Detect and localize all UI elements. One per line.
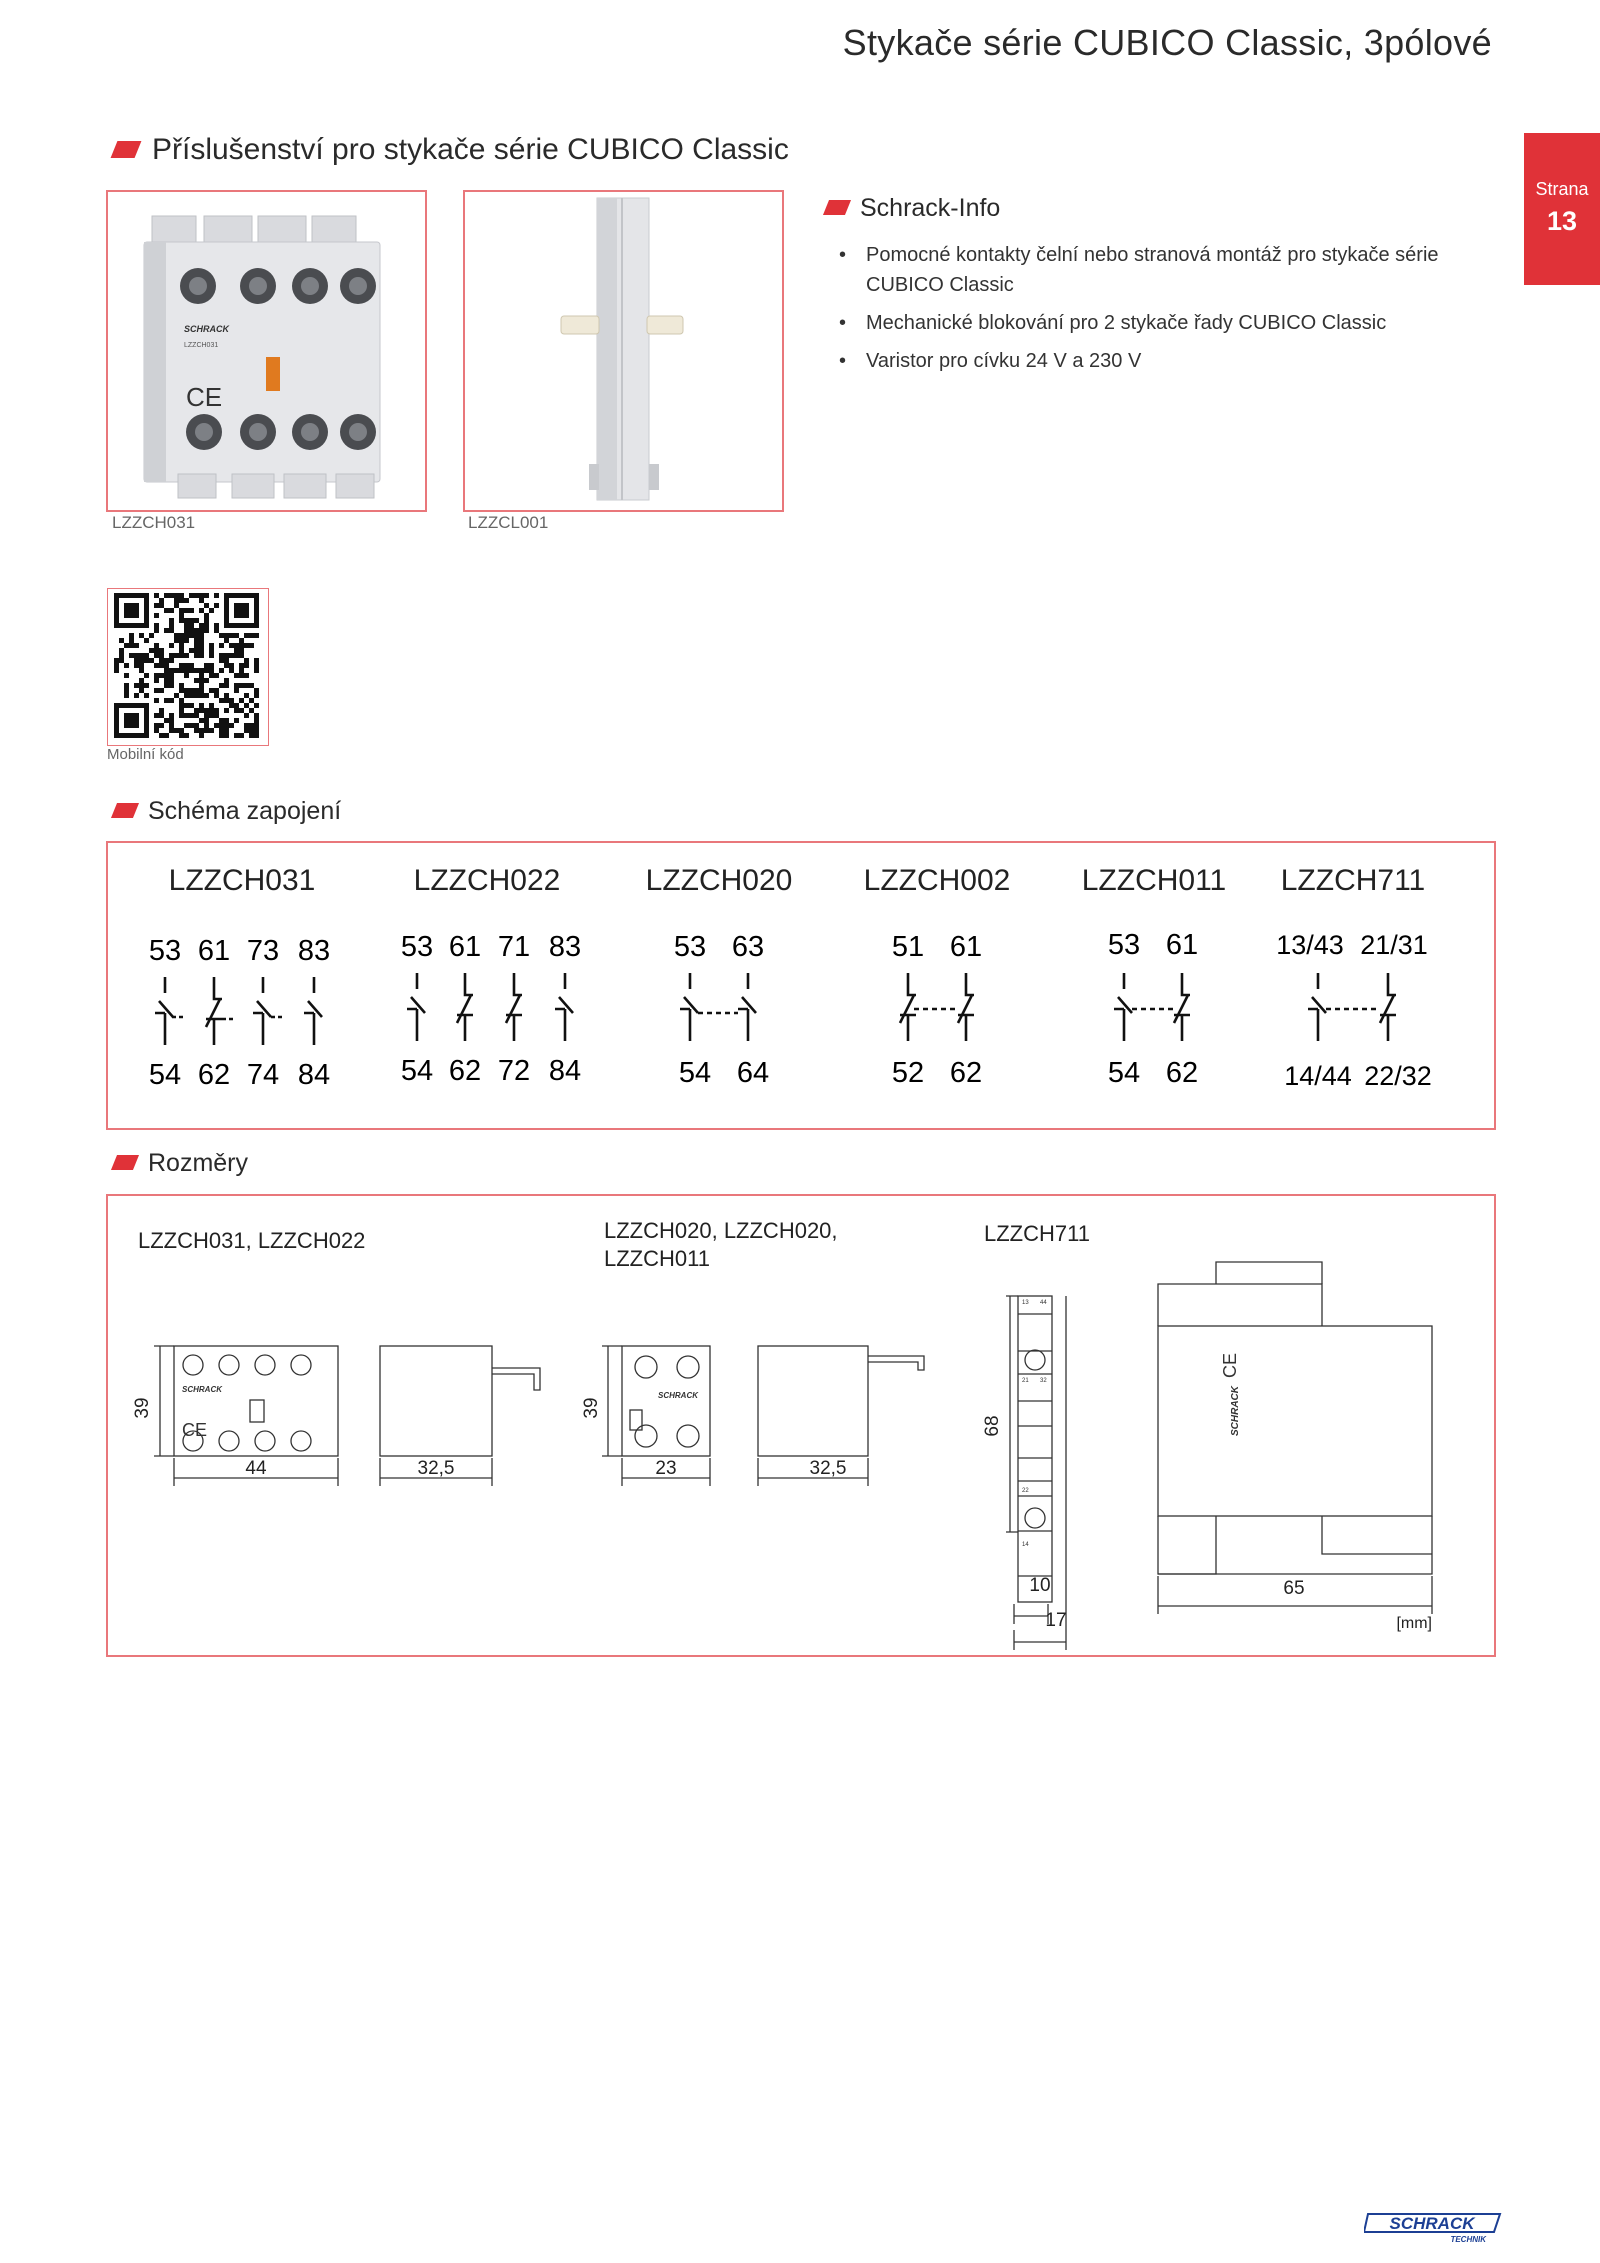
terminal-label: 13 <box>1022 1300 1029 1306</box>
diagram-title: LZZCH022 <box>413 864 561 897</box>
terminal-number: 84 <box>548 1055 582 1087</box>
product-code-lzzch031: LZZCH031 <box>112 513 196 532</box>
dimension-value: 32,5 <box>417 1458 455 1479</box>
qr-caption: Mobilní kód <box>107 746 184 763</box>
auxiliary-contact-block-image <box>108 192 425 510</box>
brand-text: SCHRACK <box>184 324 229 334</box>
dimension-value: 39 <box>581 1397 602 1419</box>
terminal-number: 64 <box>736 1057 770 1089</box>
qr-code-icon <box>108 589 268 745</box>
dimension-group-title: LZZCH031, LZZCH022 <box>138 1228 366 1253</box>
brand-text: SCHRACK <box>658 1391 698 1400</box>
dimension-value: 23 <box>655 1458 677 1479</box>
schrack-info-heading <box>826 194 1000 223</box>
logo-subtext: TECHNIK <box>1450 2235 1486 2244</box>
terminal-number: 51 <box>891 931 925 963</box>
dimension-value: 65 <box>1283 1578 1305 1599</box>
terminal-number: 62 <box>949 1057 983 1089</box>
ce-mark-icon: CE <box>186 382 223 412</box>
diagram-title: LZZCH031 <box>168 864 316 897</box>
dimension-group-title: LZZCH711 <box>984 1221 1090 1246</box>
dimension-value: 68 <box>982 1415 1003 1437</box>
dimension-value: 44 <box>245 1458 267 1479</box>
terminal-number: 83 <box>548 931 582 963</box>
diagram-title: LZZCH020 <box>645 864 793 897</box>
terminal-label: 22 <box>1022 1488 1029 1494</box>
terminal-number: 21/31 <box>1360 930 1428 960</box>
section-marker-icon <box>823 200 851 215</box>
terminal-number: 61 <box>949 931 983 963</box>
ce-mark-icon: CE <box>1220 1352 1240 1378</box>
dimension-value: 39 <box>132 1397 153 1419</box>
terminal-number: 53 <box>1107 929 1141 961</box>
dimensions-box <box>106 1194 1496 1657</box>
terminal-number: 53 <box>673 931 707 963</box>
dimension-drawings <box>108 1196 1494 1655</box>
terminal-label: 32 <box>1040 1378 1047 1384</box>
diagram-title: LZZCH002 <box>863 864 1011 897</box>
schrack-info-heading-text: Schrack-Info <box>860 194 1001 222</box>
terminal-number: 13/43 <box>1276 930 1344 960</box>
accessories-heading-text: Příslušenství pro stykače série CUBICO Classic <box>152 133 789 166</box>
page-tab-label: Strana <box>1535 179 1589 199</box>
section-marker-icon <box>111 1155 139 1170</box>
schrack-info-list <box>866 240 1486 384</box>
page-number: 13 <box>1546 206 1578 236</box>
mechanical-interlock-image <box>465 192 782 510</box>
terminal-label: 44 <box>1040 1300 1047 1306</box>
terminal-number: 61 <box>1165 929 1199 961</box>
terminal-number: 52 <box>891 1057 925 1089</box>
section-marker-icon <box>111 803 139 818</box>
terminal-number: 22/32 <box>1364 1061 1432 1091</box>
terminal-number: 53 <box>400 931 434 963</box>
terminal-number: 54 <box>678 1057 712 1089</box>
unit-label: [mm] <box>1396 1615 1432 1632</box>
terminal-number: 62 <box>197 1059 231 1091</box>
terminal-number: 83 <box>297 935 331 967</box>
terminal-number: 14/44 <box>1284 1061 1352 1091</box>
terminal-number: 54 <box>400 1055 434 1087</box>
schrack-logo-icon <box>1364 2210 1504 2246</box>
dimensions-heading <box>114 1149 248 1178</box>
terminal-number: 62 <box>448 1055 482 1087</box>
terminal-number: 74 <box>246 1059 280 1091</box>
schema-heading <box>114 797 341 826</box>
info-bullet: • Mechanické blokování pro 2 stykače řady CUBICO Classic <box>866 308 1486 338</box>
terminal-number: 53 <box>148 935 182 967</box>
page-tab <box>1524 133 1600 285</box>
terminal-label: 21 <box>1022 1378 1029 1384</box>
product-code-lzzcl001: LZZCL001 <box>468 513 549 532</box>
qr-code[interactable] <box>107 588 269 746</box>
accessories-heading <box>114 133 789 167</box>
terminal-number: 73 <box>246 935 280 967</box>
terminal-number: 63 <box>731 931 765 963</box>
section-marker-icon <box>111 141 142 158</box>
terminal-number: 62 <box>1165 1057 1199 1089</box>
terminal-number: 61 <box>448 931 482 963</box>
schrack-logo <box>1364 2210 1504 2246</box>
diagram-title: LZZCH011 <box>1081 864 1227 897</box>
product-label-text: LZZCH031 <box>184 342 219 349</box>
terminal-number: 72 <box>497 1055 531 1087</box>
diagram-title: LZZCH711 <box>1280 864 1426 897</box>
dimensions-heading-text: Rozměry <box>148 1149 249 1177</box>
contact-symbols <box>155 973 1396 1045</box>
info-bullet: • Pomocné kontakty čelní nebo stranová montáž pro stykače série CUBICO Classic <box>866 240 1486 300</box>
brand-text: SCHRACK <box>1230 1386 1241 1436</box>
terminal-number: 54 <box>148 1059 182 1091</box>
schema-heading-text: Schéma zapojení <box>148 797 342 825</box>
terminal-number: 84 <box>297 1059 331 1091</box>
terminal-number: 54 <box>1107 1057 1141 1089</box>
dimension-group-title: LZZCH011 <box>604 1246 710 1271</box>
product-image-lzzcl001 <box>463 190 784 512</box>
schema-box <box>106 841 1496 1130</box>
brand-text: SCHRACK <box>182 1385 222 1394</box>
dimension-value: 10 <box>1029 1575 1051 1596</box>
terminal-number: 71 <box>497 931 531 963</box>
product-image-lzzch031 <box>106 190 427 512</box>
logo-text: SCHRACK <box>1389 2214 1475 2233</box>
dimension-value: 32,5 <box>809 1458 847 1479</box>
dimension-group-title: LZZCH020, LZZCH020, <box>604 1218 838 1243</box>
page-title: Stykače série CUBICO Classic, 3pólové <box>842 22 1492 63</box>
ce-mark-icon: CE <box>182 1420 208 1440</box>
wiring-diagrams <box>108 843 1494 1128</box>
info-bullet: • Varistor pro cívku 24 V a 230 V <box>866 346 1486 376</box>
dimension-value: 17 <box>1045 1610 1067 1631</box>
terminal-label: 14 <box>1022 1542 1029 1548</box>
terminal-number: 61 <box>197 935 231 967</box>
